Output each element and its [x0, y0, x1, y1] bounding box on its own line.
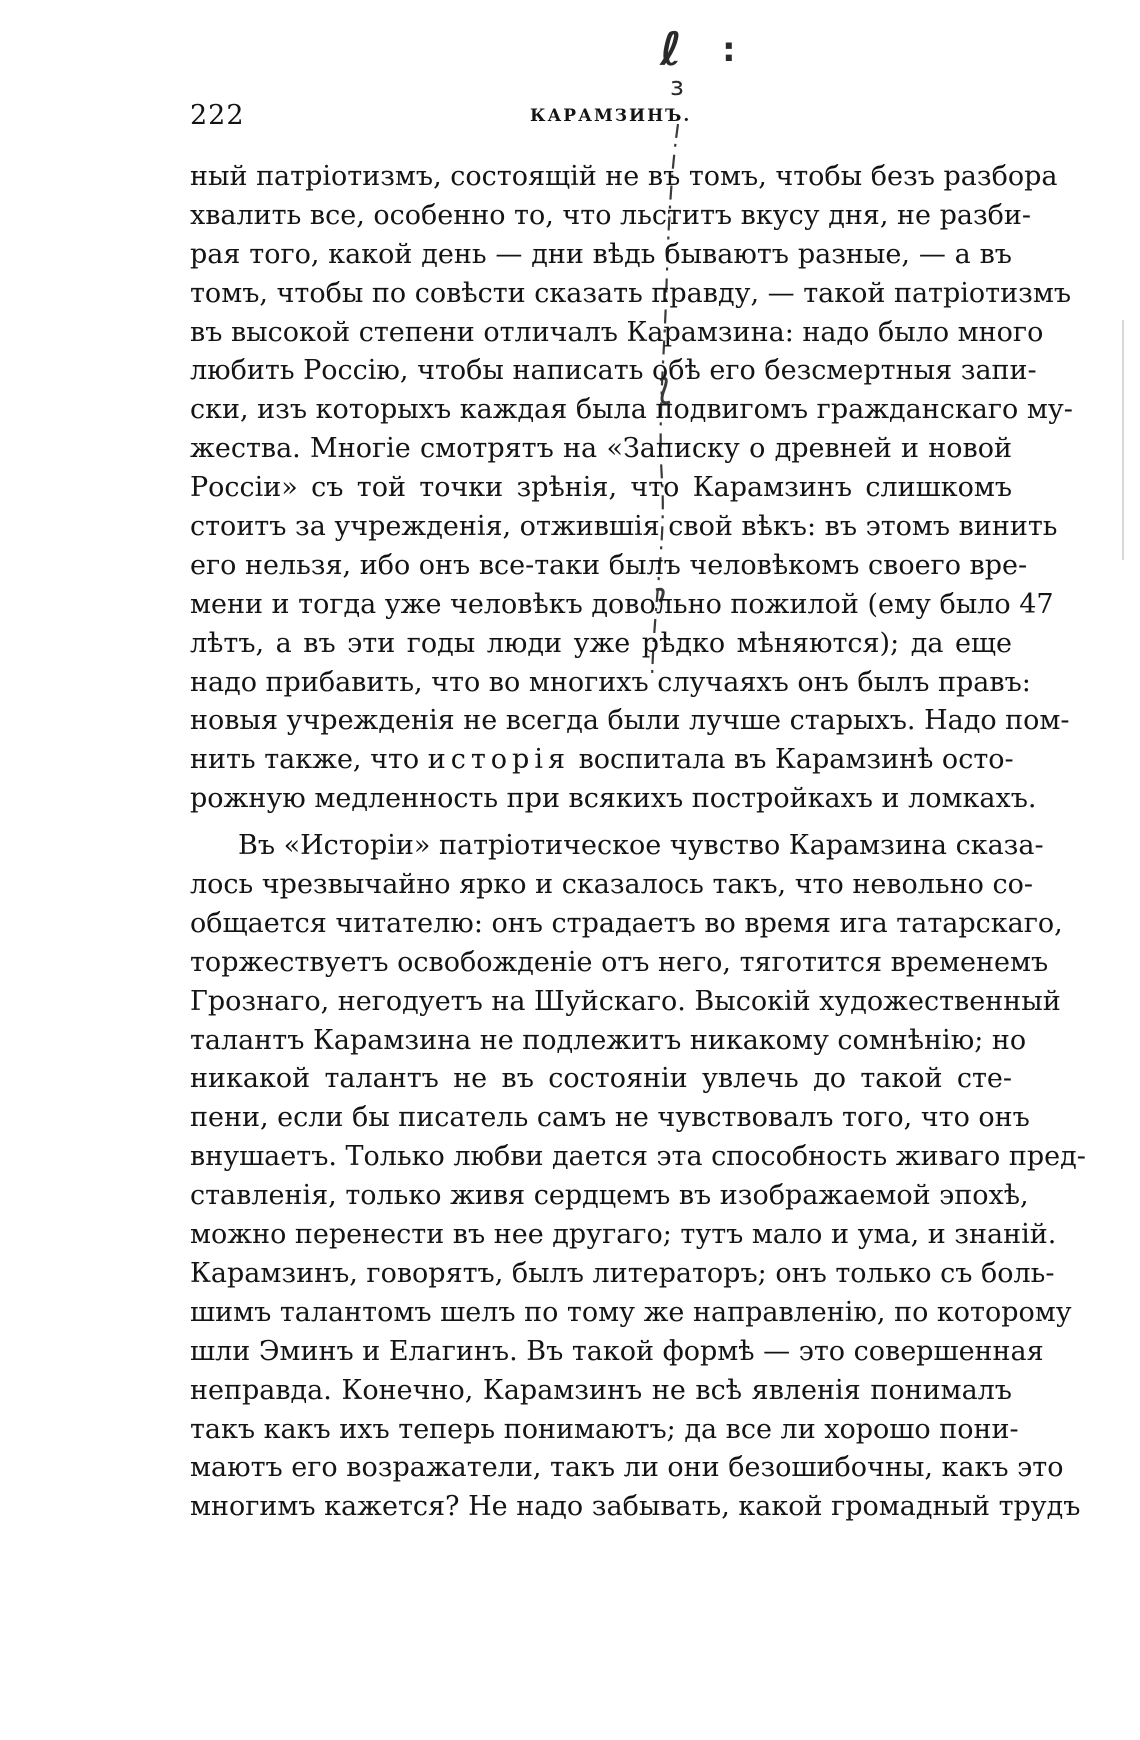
text-line-first: Въ «Исторіи» патріотическое чувство Карамзина сказа- — [238, 830, 1044, 862]
text-line: мени и тогда уже человѣкъ довольно пожилой (ему было 47 — [190, 588, 1054, 620]
text-line: торжествуетъ освобожденіе отъ него, тяготится временемъ — [190, 946, 1049, 978]
text-line: можно перенести въ нее другаго; тутъ мало и ума, и знаній. — [190, 1219, 1057, 1251]
text-line: Россіи» съ той точки зрѣнія, что Карамзинъ слишкомъ — [190, 472, 1012, 504]
text-fragment: воспитала въ Карамзинѣ осто- — [570, 744, 1014, 776]
spaced-emphasis: исторія — [427, 744, 570, 776]
text-line: рая того, какой день — дни вѣдь бываютъ разные, — а въ — [190, 238, 1012, 270]
text-line: стоитъ за учрежденія, отжившія свой вѣкъ: въ этомъ винить — [190, 511, 1058, 543]
text-line: Грознаго, негодуетъ на Шуйскаго. Высокій художественный — [190, 985, 1061, 1017]
page-number: 222 — [190, 100, 245, 131]
text-line: общается читателю: онъ страдаетъ во время ига татарскаго, — [190, 907, 1063, 939]
text-line: шимъ талантомъ шелъ по тому же направленію, по которому — [190, 1296, 1072, 1328]
text-line: внушаетъ. Только любви дается эта способность живаго пред- — [190, 1141, 1086, 1173]
page-header — [190, 100, 1015, 136]
text-line: Карамзинъ, говорятъ, былъ литераторъ; онъ только съ боль- — [190, 1257, 1055, 1289]
text-line: ный патріотизмъ, состоящій не въ томъ, чтобы безъ разбора — [190, 161, 1058, 192]
text-line: ски, изъ которыхъ каждая была подвигомъ гражданскаго му- — [190, 394, 1073, 426]
text-line: любить Россію, чтобы написать обѣ его безсмертныя запи- — [190, 355, 1037, 387]
text-line: надо прибавить, что во многихъ случаяхъ онъ былъ правъ: — [190, 666, 1031, 698]
text-line: пени, если бы писатель самъ не чувствовалъ того, что онъ — [190, 1102, 1030, 1134]
text-line-last: рожную медленность при всякихъ постройкахъ и ломкахъ. — [190, 783, 1037, 815]
text-line: талантъ Карамзина не подлежитъ никакому сомнѣнію; но — [190, 1024, 1027, 1056]
text-line: лѣтъ, а въ эти годы люди уже рѣдко мѣняются); да еще — [190, 627, 1012, 659]
text-line: неправда. Конечно, Карамзинъ не всѣ явленія понималъ — [190, 1374, 1012, 1406]
text-line: никакой талантъ не въ состояніи увлечь до такой сте- — [190, 1063, 1012, 1095]
text-line: новыя учрежденія не всегда были лучше старыхъ. Надо пом- — [190, 705, 1070, 737]
text-line-spaced — [190, 741, 1012, 780]
text-line: ставленія, только живя сердцемъ въ изображаемой эпохѣ, — [190, 1180, 1029, 1212]
handwritten-dots-top: : — [722, 30, 736, 70]
text-line: многимъ кажется? Не надо забывать, какой громадный трудъ — [190, 1491, 1081, 1523]
text-line: хвалить все, особенно то, что льститъ вкусу дня, не разби- — [190, 199, 1032, 231]
handwritten-mark-top: ℓ — [660, 22, 682, 76]
text-line: его нельзя, ибо онъ все-таки былъ человѣкомъ своего вре- — [190, 549, 1028, 581]
text-line: въ высокой степени отличалъ Карамзина: надо было много — [190, 316, 1044, 348]
text-line: томъ, чтобы по совѣсти сказать правду, — такой патріотизмъ — [190, 277, 1071, 309]
text-line: такъ какъ ихъ теперь понимаютъ; да все ли хорошо пони- — [190, 1413, 1019, 1445]
body-text — [190, 158, 1086, 1527]
text-line: жества. Многіе смотрятъ на «Записку о древней и новой — [190, 433, 1012, 465]
page-edge-shadow — [1122, 320, 1124, 560]
text-line: шли Эминъ и Елагинъ. Въ такой формѣ — это совершенная — [190, 1335, 1044, 1367]
handwritten-mark-head: ɜ — [670, 72, 684, 102]
text-line: лось чрезвычайно ярко и сказалось такъ, что невольно со- — [190, 869, 1033, 901]
text-line: маютъ его возражатели, такъ ли они безошибочны, какъ это — [190, 1452, 1064, 1484]
text-fragment: нить также, что — [190, 744, 428, 776]
running-head: КАРАМЗИНЪ. — [530, 106, 692, 126]
